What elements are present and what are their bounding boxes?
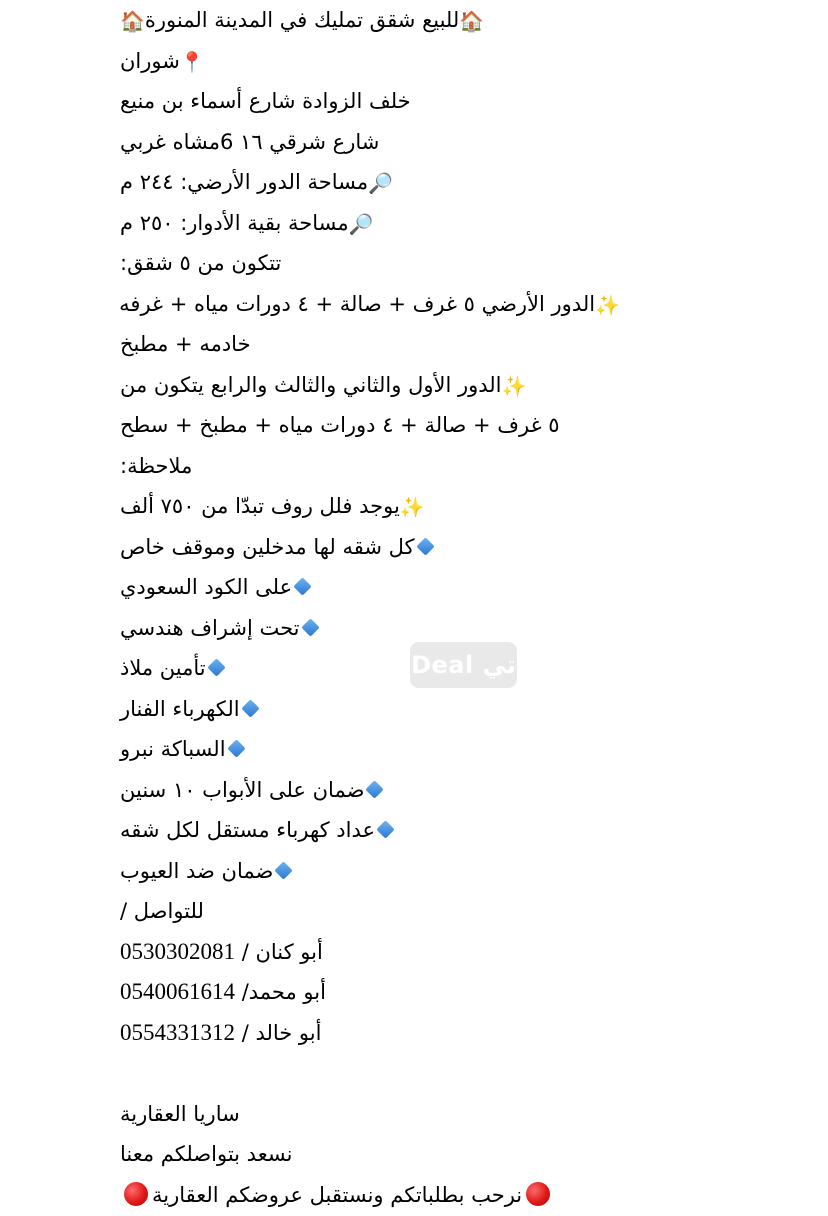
phone-number[interactable]: 0530302081 [120,938,235,964]
blue-diamond-icon [275,861,293,879]
post-line [120,41,205,82]
blue-diamond-icon [366,780,384,798]
sparkles-icon: ✨ [595,292,620,317]
post-line [120,608,321,649]
house-icon: 🏠 [459,9,485,33]
line-text: تأمين ملاذ [120,656,206,680]
line-text: شارع شرقي ١٦ 6مشاه غربي [120,129,380,154]
line-text: مساحة الدور الأرضي: ٢٤٤ م [120,170,369,194]
watermark-logo [410,642,517,688]
post-line [120,689,261,730]
post-line [120,1013,321,1054]
post-line [120,365,526,406]
line-text: السباكة نبرو [120,737,226,761]
line-text: يوجد فلل روف تبدّا من ٧٥٠ ألف [120,494,400,518]
post-line [120,1094,240,1135]
line-text: نرحب بطلباتكم ونستقبل عروضكم العقارية [152,1182,523,1207]
post-line [120,810,396,851]
post-line [120,405,560,446]
post-line [120,446,192,487]
blue-diamond-icon [376,820,394,838]
line-text: مساحة بقية الأدوار: ٢٥٠ م [120,210,349,235]
line-text: ٥ غرف + صالة + ٤ دورات مياه + مطبخ + سطح [120,413,560,437]
line-text: على الكود السعودي [120,575,293,599]
post-line [120,527,436,568]
post-line [120,284,620,325]
line-text: للبيع شقق تمليك في المدينة المنورة [144,8,460,32]
blue-diamond-icon [207,658,225,676]
post-line [120,567,313,608]
blue-diamond-icon [227,739,245,757]
post-line [120,162,393,203]
blue-diamond-icon [416,537,434,555]
sparkles-icon: ✨ [399,495,425,519]
line-text: ساريا العقارية [120,1101,240,1126]
blue-diamond-icon [293,577,311,595]
post-line [120,324,251,365]
line-text: الدور الأول والثاني والثالث والرابع يتكون من [120,372,502,397]
magnifier-icon: 🔎 [368,171,393,195]
post-line [120,648,227,689]
line-text: تتكون من ٥ شقق: [120,251,282,275]
blue-diamond-icon [301,618,319,636]
line-text: شوران [120,48,180,73]
sparkles-icon: ✨ [501,373,527,398]
post-line [120,486,425,527]
red-circle-icon [124,1182,148,1206]
post-line [120,203,374,244]
post-line [120,972,326,1013]
line-text: خلف الزوادة شارع أسماء بن منيع [120,89,411,113]
phone-number[interactable]: 0540061614 [120,979,235,1004]
house-icon: 🏠 [120,9,145,33]
post-line [120,729,247,770]
line-text: أبو كنان / [241,939,323,964]
line-text: تحت إشراف هندسي [120,615,300,640]
line-text: للتواصل / [120,899,204,923]
magnifier-icon: 🔎 [348,211,374,236]
pin-icon: 📍 [179,49,205,74]
post-text [120,0,620,1215]
red-circle-icon [526,1182,550,1206]
blue-diamond-icon [241,699,259,717]
post-line [120,770,385,811]
line-text: كل شقه لها مدخلين وموقف خاص [120,534,415,559]
line-text: الكهرباء الفنار [120,696,240,721]
line-text: نسعد بتواصلكم معنا [120,1142,293,1166]
line-text: ضمان على الأبواب ١٠ سنين [120,777,365,802]
line-text: أبو خالد / [241,1020,322,1045]
line-text: عداد كهرباء مستقل لكل شقه [120,818,376,842]
line-text: ملاحظة: [120,453,193,478]
line-text: الدور الأرضي ٥ غرف + صالة + ٤ دورات مياه + غرفه [119,291,596,316]
post-line [120,81,411,122]
post-line [120,1175,554,1216]
line-text: أبو محمد/ [241,980,326,1004]
post-line [120,1134,292,1175]
post-line [120,122,379,163]
post-line [120,932,323,973]
line-text: ضمان ضد العيوب [120,858,274,883]
post-line [120,891,204,932]
post-line [120,243,281,284]
line-text: خادمه + مطبخ [120,332,251,356]
phone-number[interactable]: 0554331312 [120,1019,235,1045]
post-line [120,851,294,892]
watermark-text: Deal تي [411,651,516,679]
post-line [120,0,484,41]
